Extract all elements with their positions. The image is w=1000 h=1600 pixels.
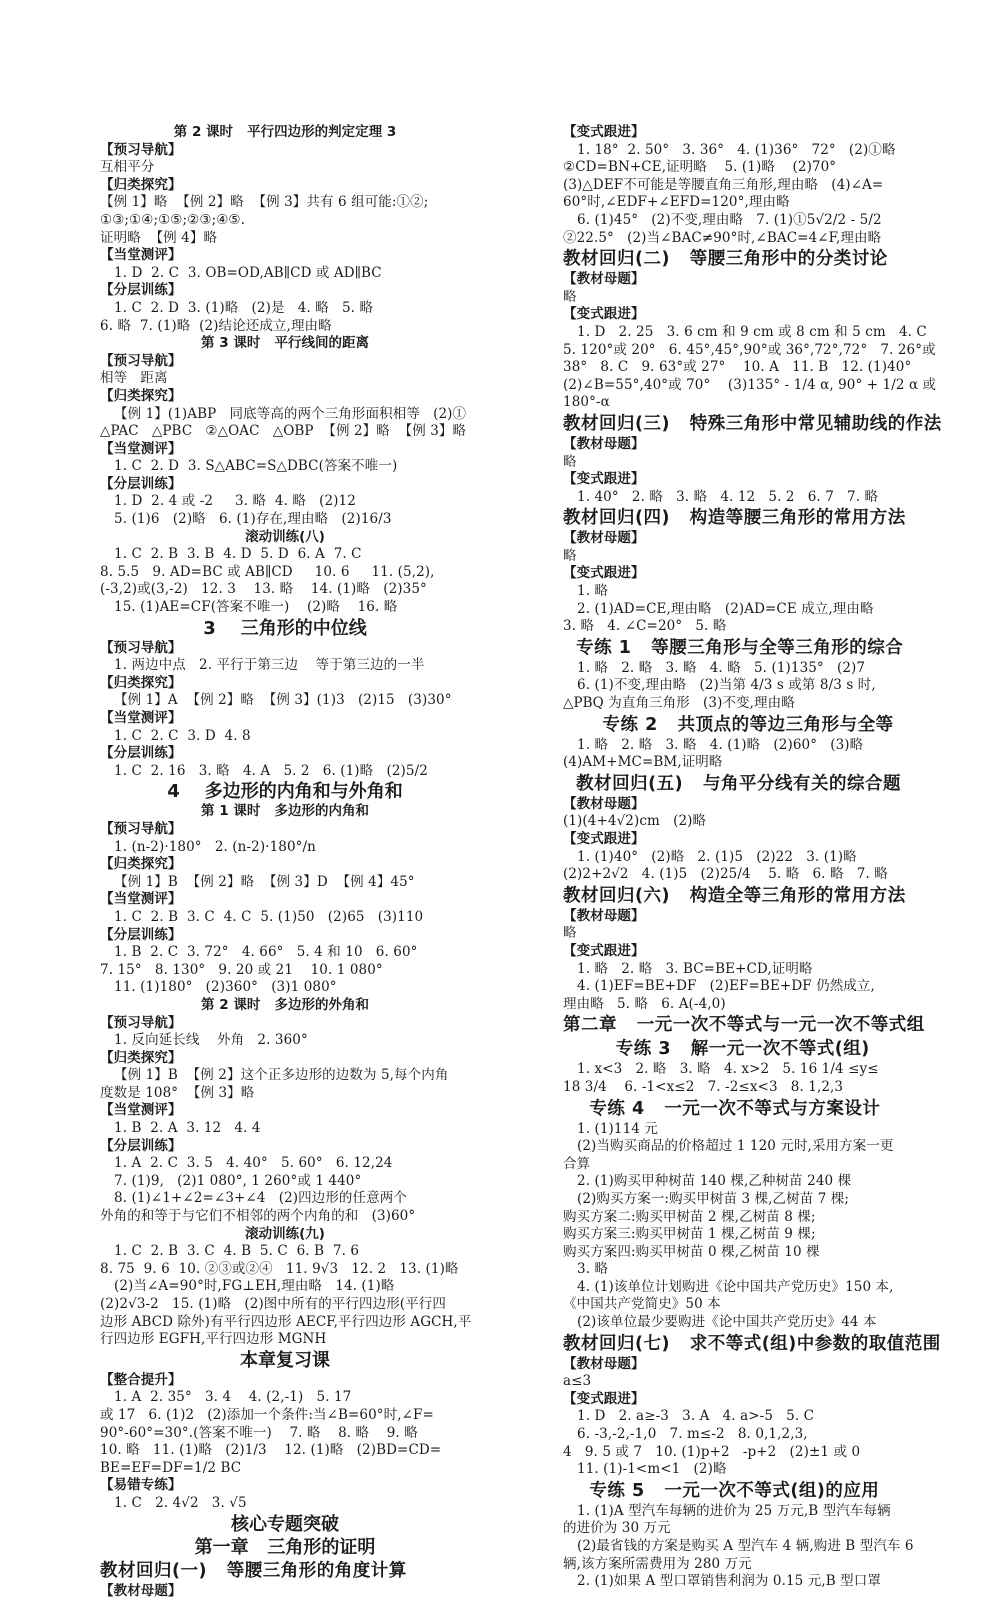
- text-line: 5. 120°或 20° 6. 45°,45°,90°或 36°,72°,72° 7. 26°或: [563, 341, 936, 358]
- text-line: 购买方案四:购买甲树苗 0 棵,乙树苗 10 棵: [563, 1243, 820, 1260]
- lesson-title: 第 2 课时 平行四边形的判定定理 3: [173, 124, 397, 140]
- text-line: ②22.5° (2)当∠BAC≠90°时,∠BAC=4∠F,理由略: [563, 229, 882, 246]
- section-heading: 【教材母题】: [563, 530, 645, 547]
- section-heading: 【预习导航】: [100, 820, 182, 837]
- section-heading: 【教材母题】: [563, 435, 645, 452]
- text-line: BE=EF=DF=1/2 BC: [100, 1459, 242, 1476]
- chapter-title: 第一章 三角形的证明: [194, 1536, 376, 1558]
- left-column: [100, 124, 470, 1600]
- text-line: 1. D 2. 4 或 -2 3. 略 4. 略 (2)12: [114, 493, 356, 510]
- text-line: 购买方案三:购买甲树苗 1 棵,乙树苗 9 棵;: [563, 1226, 816, 1243]
- text-line: 略: [563, 288, 577, 305]
- text-line: 3. 略: [577, 1261, 609, 1278]
- section-heading: 【变式跟进】: [563, 1390, 645, 1407]
- text-line: 1. 两边中点 2. 平行于第三边 等于第三边的一半: [114, 657, 425, 674]
- text-line: 理由略 5. 略 6. A(-4,0): [563, 995, 726, 1012]
- text-line: 2. (1)如果 A 型口罩销售利润为 0.15 元,B 型口罩: [577, 1573, 881, 1590]
- section-heading: 【变式跟进】: [563, 124, 645, 140]
- section-heading: 【预习导航】: [100, 1014, 182, 1031]
- topic-title: 教材回归(七) 求不等式(组)中参数的取值范围: [563, 1333, 941, 1354]
- text-line: 11. (1)180° (2)360° (3)1 080°: [114, 979, 337, 996]
- text-line: 1. C 2. B 3. C 4. C 5. (1)50 (2)65 (3)110: [114, 908, 424, 925]
- section-heading: 【变式跟进】: [563, 306, 645, 323]
- text-line: 7. 15° 8. 130° 9. 20 或 21 10. 1 080°: [100, 961, 383, 978]
- section-heading: 【当堂测评】: [100, 891, 182, 908]
- text-line: (4)AM+MC=BM,证明略: [563, 754, 723, 771]
- text-line: 2. (1)AD=CE,理由略 (2)AD=CE 成立,理由略: [577, 600, 874, 617]
- text-line: 1. C 2. B 3. B 4. D 5. D 6. A 7. C: [114, 546, 362, 563]
- text-line: 1. 略 2. 略 3. BC=BE+CD,证明略: [577, 960, 813, 977]
- text-line: △PBQ 为直角三角形 (3)不变,理由略: [563, 695, 795, 712]
- text-line: 略: [563, 547, 577, 564]
- text-line: 略: [563, 925, 577, 942]
- text-line: 1. C 2. D 3. (1)略 (2)是 4. 略 5. 略: [114, 299, 374, 316]
- section-heading: 【当堂测评】: [100, 440, 182, 457]
- text-line: 【例 1】B 【例 2】这个正多边形的边数为 5,每个内角: [114, 1067, 449, 1084]
- section-heading: 【归类探究】: [100, 674, 182, 691]
- text-line: 1. (1)114 元: [577, 1120, 658, 1137]
- section-heading: 【变式跟进】: [563, 831, 645, 847]
- text-line: 或 17 6. (1)2 (2)添加一个条件:当∠B=60°时,∠F=: [100, 1406, 434, 1423]
- topic-title: 第二章 一元一次不等式与一元一次不等式组: [563, 1015, 925, 1036]
- text-line: 购买方案二:购买甲树苗 2 棵,乙树苗 8 棵;: [563, 1208, 816, 1225]
- section-heading: 【易错专练】: [100, 1477, 182, 1494]
- text-line: 外角的和等于与它们不相邻的两个内角的和 (3)60°: [100, 1208, 416, 1225]
- section-heading: 【预习导航】: [100, 352, 182, 369]
- text-line: 8. 5.5 9. AD=BC 或 AB∥CD 10. 6 11. (5,2),: [100, 563, 435, 580]
- section-heading: 【分层训练】: [100, 1137, 182, 1154]
- text-line: 10. 略 11. (1)略 (2)1/3 12. (1)略 (2)BD=CD=: [100, 1442, 442, 1459]
- text-line: (2)最省钱的方案是购买 A 型汽车 4 辆,购进 B 型汽车 6: [577, 1538, 914, 1554]
- text-line: 合算: [563, 1155, 591, 1172]
- text-line: (2)∠B=55°,40°或 70° (3)135° - 1/4 α, 90° + 1/2 α 或: [563, 376, 937, 393]
- section-heading: 【变式跟进】: [563, 471, 645, 488]
- text-line: 180°-α: [563, 394, 610, 411]
- lesson-title: 第 1 课时 多边形的内角和: [201, 803, 369, 820]
- text-line: 11. (1)-1<m<1 (2)略: [577, 1461, 727, 1478]
- text-line: 1. (n-2)·180° 2. (n-2)·180°/n: [114, 838, 316, 855]
- text-line: 1. 略: [577, 583, 609, 600]
- section-heading: 【当堂测评】: [100, 247, 182, 264]
- text-line: 5. (1)6 (2)略 6. (1)存在,理由略 (2)16/3: [114, 511, 392, 528]
- text-line: 1. D 2. a≥-3 3. A 4. a>-5 5. C: [577, 1408, 815, 1425]
- right-column: [563, 124, 961, 1591]
- text-line: 1. (1)A 型汽车每辆的进价为 25 万元,B 型汽车每辆: [577, 1502, 891, 1519]
- topic-title: 教材回归(一) 等腰三角形的角度计算: [100, 1560, 407, 1581]
- text-line: 【例 1】A 【例 2】略 【例 3】(1)3 (2)15 (3)30°: [114, 692, 452, 709]
- text-line: 6. -3,-2,-1,0 7. m≤-2 8. 0,1,2,3,: [577, 1426, 808, 1443]
- text-line: ②CD=BN+CE,证明略 5. (1)略 (2)70°: [563, 159, 837, 176]
- text-line: a≤3: [563, 1373, 592, 1390]
- text-line: 1. A 2. 35° 3. 4 4. (2,-1) 5. 17: [114, 1389, 352, 1406]
- section-heading: 【当堂测评】: [100, 710, 182, 726]
- text-line: 《中国共产党简史》50 本: [563, 1296, 721, 1313]
- text-line: 边形 ABCD 除外)有平行四边形 AECF,平行四边形 AGCH,平: [100, 1313, 472, 1330]
- text-line: 1. C 2. 16 3. 略 4. A 5. 2 6. (1)略 (2)5/2: [114, 762, 428, 779]
- section-heading: 【预习导航】: [100, 141, 182, 158]
- section-heading: 【归类探究】: [100, 387, 182, 404]
- chapter-title: 3 三角形的中位线: [203, 617, 367, 639]
- text-line: (2)当购买商品的价格超过 1 120 元时,采用方案一更: [577, 1138, 894, 1155]
- text-line: 1. A 2. C 3. 5 4. 40° 5. 60° 6. 12,24: [114, 1155, 393, 1172]
- text-line: 1. C 2. 4√2 3. √5: [114, 1494, 247, 1511]
- text-line: 7. (1)9, (2)1 080°, 1 260°或 1 440°: [114, 1172, 362, 1189]
- topic-title: 专练 3 解一元一次不等式(组): [563, 1039, 870, 1060]
- text-line: 4. (1)EF=BE+DF (2)EF=BE+DF 仍然成立,: [577, 978, 875, 995]
- text-line: (2)当∠A=90°时,FG⊥EH,理由略 14. (1)略: [114, 1278, 395, 1295]
- text-line: 相等 距离: [100, 370, 168, 387]
- section-heading: 【分层训练】: [100, 282, 182, 299]
- topic-title: 专练 1 等腰三角形与全等三角形的综合: [563, 637, 904, 658]
- text-line: 2. (1)购买甲种树苗 140 棵,乙种树苗 240 棵: [577, 1173, 852, 1190]
- section-heading: 【变式跟进】: [563, 565, 645, 582]
- section-heading: 【变式跟进】: [563, 942, 645, 959]
- text-line: 18 3/4 6. -1<x≤2 7. -2≤x<3 8. 1,2,3: [563, 1078, 844, 1095]
- topic-title: 专练 5 一元一次不等式(组)的应用: [563, 1480, 880, 1501]
- text-line: (2)2√3-2 15. (1)略 (2)图中所有的平行四边形(平行四: [100, 1296, 446, 1312]
- topic-title: 专练 2 共顶点的等边三角形与全等: [563, 714, 894, 735]
- text-line: 1. x<3 2. 略 3. 略 4. x>2 5. 16 1/4 ≤y≤: [577, 1061, 879, 1078]
- text-line: (2)2+2√2 4. (1)5 (2)25/4 5. 略 6. 略 7. 略: [563, 866, 888, 883]
- text-line: 1. 反向延长线 外角 2. 360°: [114, 1032, 308, 1049]
- section-heading: 【分层训练】: [100, 475, 182, 492]
- text-line: 8. (1)∠1+∠2=∠3+∠4 (2)四边形的任意两个: [114, 1190, 407, 1207]
- text-line: (2)购买方案一:购买甲树苗 3 棵,乙树苗 7 棵;: [577, 1190, 850, 1207]
- section-heading: 【分层训练】: [100, 745, 182, 762]
- text-line: (2)该单位最少要购进《论中国共产党历史》44 本: [577, 1314, 877, 1331]
- section-heading: 【当堂测评】: [100, 1102, 182, 1119]
- text-line: 证明略 【例 4】略: [100, 229, 218, 246]
- text-line: 1. B 2. A 3. 12 4. 4: [114, 1120, 261, 1137]
- text-line: 【例 1】(1)ABP 同底等高的两个三角形面积相等 (2)①: [114, 405, 467, 422]
- topic-title: 教材回归(四) 构造等腰三角形的常用方法: [563, 508, 906, 529]
- text-line: (1)(4+4√2)cm (2)略: [563, 813, 707, 830]
- text-line: 1. D 2. 25 3. 6 cm 和 9 cm 或 8 cm 和 5 cm 4. C: [577, 323, 927, 340]
- text-line: 【例 1】B 【例 2】略 【例 3】D 【例 4】45°: [114, 873, 415, 890]
- topic-title: 专练 4 一元一次不等式与方案设计: [563, 1098, 881, 1119]
- text-line: 6. (1)不变,理由略 (2)当第 4/3 s 或第 8/3 s 时,: [577, 677, 876, 694]
- text-line: 15. (1)AE=CF(答案不唯一) (2)略 16. 略: [114, 599, 398, 616]
- text-line: 互相平分: [100, 159, 155, 176]
- text-line: 度数是 108° 【例 3】略: [100, 1084, 255, 1101]
- text-line: 6. 略 7. (1)略 (2)结论还成立,理由略: [100, 317, 332, 334]
- text-line: 38° 8. C 9. 63°或 27° 10. A 11. B 12. (1)40°: [563, 359, 912, 376]
- text-line: 1. C 2. B 3. C 4. B 5. C 6. B 7. 6: [114, 1243, 360, 1260]
- lesson-title: 滚动训练(八): [245, 528, 325, 545]
- topic-title: 教材回归(二) 等腰三角形中的分类讨论: [563, 249, 888, 270]
- topic-title: 教材回归(三) 特殊三角形中常见辅助线的作法: [563, 413, 942, 434]
- text-line: 的进价为 30 万元: [563, 1520, 671, 1537]
- text-line: 1. 40° 2. 略 3. 略 4. 12 5. 2 6. 7 7. 略: [577, 488, 879, 505]
- text-line: 3. 略 4. ∠C=20° 5. 略: [563, 618, 727, 635]
- text-line: 4. (1)该单位计划购进《论中国共产党历史》150 本,: [577, 1278, 894, 1295]
- text-line: 1. B 2. C 3. 72° 4. 66° 5. 4 和 10 6. 60°: [114, 944, 418, 961]
- section-heading: 【教材母题】: [563, 907, 645, 924]
- section-heading: 【整合提升】: [100, 1371, 182, 1388]
- section-heading: 【归类探究】: [100, 856, 182, 873]
- section-heading: 【预习导航】: [100, 639, 182, 656]
- chapter-title: 4 多边形的内角和与外角和: [167, 781, 403, 803]
- text-line: 8. 75 9. 6 10. ②③或②④ 11. 9√3 12. 2 13. (1)略: [100, 1260, 459, 1277]
- section-heading: 【教材母题】: [563, 795, 645, 812]
- text-line: 行四边形 EGFH,平行四边形 MGNH: [100, 1331, 327, 1348]
- section-heading: 【教材母题】: [563, 271, 645, 288]
- text-line: 4 9. 5 或 7 10. (1)p+2 -p+2 (2)±1 或 0: [563, 1443, 861, 1460]
- chapter-title: 本章复习课: [240, 1349, 330, 1371]
- section-heading: 【分层训练】: [100, 926, 182, 943]
- text-line: ①③;①④;①⑤;②③;④⑤.: [100, 211, 246, 228]
- text-line: 1. C 2. D 3. S△ABC=S△DBC(答案不唯一): [114, 458, 398, 475]
- text-line: 略: [563, 453, 577, 470]
- text-line: 【例 1】略 【例 2】略 【例 3】共有 6 组可能:①②;: [100, 194, 429, 211]
- section-heading: 【归类探究】: [100, 176, 182, 193]
- lesson-title: 第 2 课时 多边形的外角和: [201, 996, 369, 1013]
- lesson-title: 滚动训练(九): [245, 1225, 325, 1242]
- text-line: 90°-60°=30°.(答案不唯一) 7. 略 8. 略 9. 略: [100, 1424, 418, 1441]
- text-line: (-3,2)或(3,-2) 12. 3 13. 略 14. (1)略 (2)35°: [100, 581, 427, 598]
- text-line: 1. 略 2. 略 3. 略 4. 略 5. (1)135° (2)7: [577, 659, 866, 676]
- text-line: 1. 略 2. 略 3. 略 4. (1)略 (2)60° (3)略: [577, 736, 864, 753]
- text-line: 60°时,∠EDF+∠EFD=120°,理由略: [563, 194, 790, 211]
- topic-title: 教材回归(五) 与角平分线有关的综合题: [563, 773, 901, 794]
- text-line: 辆,该方案所需费用为 280 万元: [563, 1555, 752, 1572]
- text-line: 1. 18° 2. 50° 3. 36° 4. (1)36° 72° (2)①略: [577, 141, 896, 158]
- section-heading: 【教材母题】: [100, 1582, 182, 1599]
- text-line: 1. C 2. C 3. D 4. 8: [114, 727, 251, 744]
- chapter-title: 核心专题突破: [231, 1513, 339, 1535]
- text-line: (3)△DEF不可能是等腰直角三角形,理由略 (4)∠A=: [563, 176, 884, 193]
- text-line: △PAC △PBC ②△OAC △OBP 【例 2】略 【例 3】略: [100, 423, 467, 440]
- text-line: 1. (1)40° (2)略 2. (1)5 (2)22 3. (1)略: [577, 848, 857, 865]
- section-heading: 【教材母题】: [563, 1355, 645, 1372]
- text-line: 1. D 2. C 3. OB=OD,AB∥CD 或 AD∥BC: [114, 264, 382, 281]
- text-line: 6. (1)45° (2)不变,理由略 7. (1)①5√2/2 - 5/2: [577, 211, 882, 228]
- topic-title: 教材回归(六) 构造全等三角形的常用方法: [563, 885, 906, 906]
- section-heading: 【归类探究】: [100, 1049, 182, 1066]
- lesson-title: 第 3 课时 平行线间的距离: [201, 335, 369, 352]
